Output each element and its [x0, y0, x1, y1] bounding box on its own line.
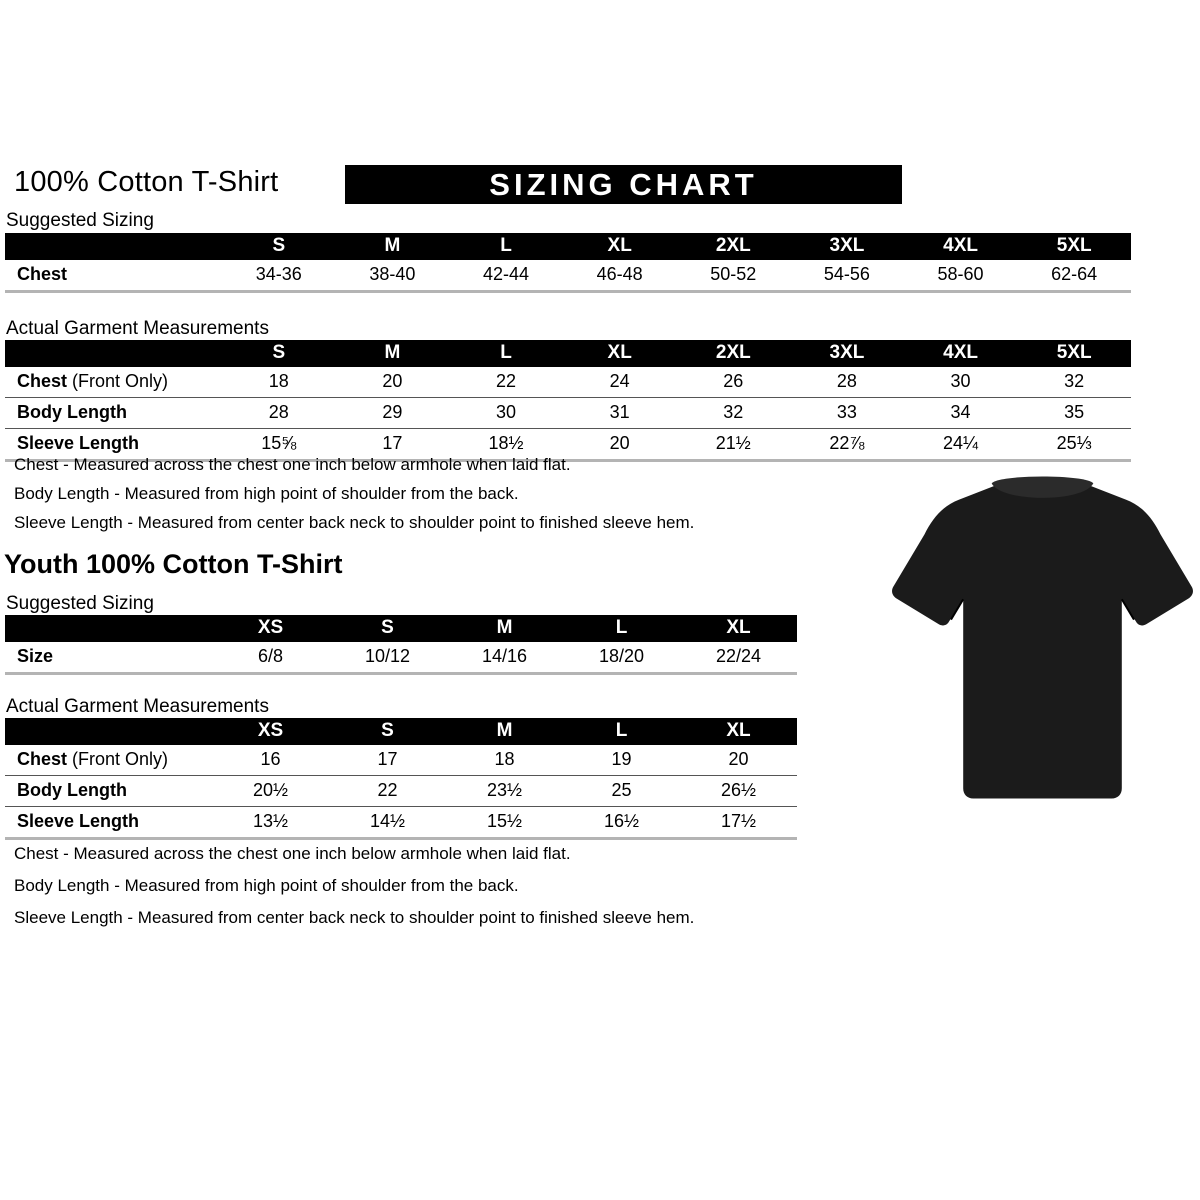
size-value-cell: 35	[1017, 398, 1131, 429]
adult-suggested-sizing-table	[5, 233, 1131, 293]
row-label-header	[5, 233, 222, 260]
size-value-cell: 22	[449, 367, 563, 398]
size-column-header: XL	[680, 615, 797, 642]
note-body-length: Body Length - Measured from high point of shoulder from the back.	[14, 484, 519, 503]
size-value-cell: 14/16	[446, 642, 563, 674]
size-value-cell: 38-40	[336, 260, 450, 292]
size-value-cell: 31	[563, 398, 677, 429]
adult-suggested-sizing-label: Suggested Sizing	[6, 210, 154, 231]
size-column-header: S	[329, 615, 446, 642]
size-value-cell: 16	[212, 745, 329, 776]
table-row	[5, 776, 797, 807]
size-column-header: XL	[680, 718, 797, 745]
adult-actual-measurements-table	[5, 340, 1131, 462]
size-value-cell: 6/8	[212, 642, 329, 674]
adult-actual-measurements-label: Actual Garment Measurements	[6, 318, 269, 339]
size-column-header: M	[336, 340, 450, 367]
size-value-cell: 32	[1017, 367, 1131, 398]
size-value-cell: 18/20	[563, 642, 680, 674]
size-value-cell: 18	[222, 367, 336, 398]
row-label-header	[5, 718, 212, 745]
adult-product-title: 100% Cotton T-Shirt	[14, 166, 279, 198]
size-value-cell: 20	[336, 367, 450, 398]
size-value-cell: 26	[677, 367, 791, 398]
size-value-cell: 50-52	[677, 260, 791, 292]
size-value-cell: 16½	[563, 807, 680, 839]
size-column-header: 4XL	[904, 233, 1018, 260]
size-column-header: XS	[212, 718, 329, 745]
size-column-header: M	[336, 233, 450, 260]
size-column-header: 5XL	[1017, 340, 1131, 367]
note-sleeve-length: Sleeve Length - Measured from center back neck to shoulder point to finished sleeve hem.	[14, 513, 695, 532]
size-value-cell: 20	[680, 745, 797, 776]
size-value-cell: 28	[222, 398, 336, 429]
size-value-cell: 14½	[329, 807, 446, 839]
size-value-cell: 23½	[446, 776, 563, 807]
size-value-cell: 15⅝	[222, 429, 336, 461]
size-column-header: 4XL	[904, 340, 1018, 367]
size-column-header: XL	[563, 340, 677, 367]
row-label: Size	[5, 642, 212, 674]
size-value-cell: 32	[677, 398, 791, 429]
size-column-header: L	[449, 233, 563, 260]
size-value-cell: 62-64	[1017, 260, 1131, 292]
sizing-chart-banner: SIZING CHART	[345, 165, 902, 204]
size-value-cell: 13½	[212, 807, 329, 839]
note-sleeve-length: Sleeve Length - Measured from center back neck to shoulder point to finished sleeve hem.	[14, 908, 695, 927]
size-value-cell: 58-60	[904, 260, 1018, 292]
note-body-length: Body Length - Measured from high point of shoulder from the back.	[14, 876, 519, 895]
size-column-header: 2XL	[677, 340, 791, 367]
size-value-cell: 17	[336, 429, 450, 461]
row-label: Chest (Front Only)	[5, 745, 212, 776]
size-value-cell: 20½	[212, 776, 329, 807]
size-value-cell: 22/24	[680, 642, 797, 674]
youth-measurement-notes	[14, 843, 694, 939]
table-row	[5, 260, 1131, 292]
size-value-cell: 15½	[446, 807, 563, 839]
size-column-header: 3XL	[790, 340, 904, 367]
row-label-header	[5, 340, 222, 367]
size-value-cell: 29	[336, 398, 450, 429]
size-value-cell: 19	[563, 745, 680, 776]
size-column-header: L	[449, 340, 563, 367]
size-column-header: XL	[563, 233, 677, 260]
size-column-header: 2XL	[677, 233, 791, 260]
youth-actual-measurements-label: Actual Garment Measurements	[6, 696, 269, 717]
size-value-cell: 26½	[680, 776, 797, 807]
row-label: Sleeve Length	[5, 807, 212, 839]
size-value-cell: 34	[904, 398, 1018, 429]
size-column-header: XS	[212, 615, 329, 642]
black-tshirt-image	[890, 468, 1195, 820]
size-column-header: M	[446, 718, 563, 745]
table-row	[5, 745, 797, 776]
size-value-cell: 18	[446, 745, 563, 776]
youth-suggested-sizing-table	[5, 615, 797, 675]
size-column-header: 5XL	[1017, 233, 1131, 260]
youth-actual-measurements-table	[5, 718, 797, 840]
note-chest: Chest - Measured across the chest one inch below armhole when laid flat.	[14, 455, 571, 474]
size-value-cell: 30	[449, 398, 563, 429]
row-label: Body Length	[5, 776, 212, 807]
size-value-cell: 54-56	[790, 260, 904, 292]
row-label: Chest (Front Only)	[5, 367, 222, 398]
size-value-cell: 24	[563, 367, 677, 398]
size-column-header: L	[563, 615, 680, 642]
note-chest: Chest - Measured across the chest one inch below armhole when laid flat.	[14, 844, 571, 863]
size-value-cell: 17½	[680, 807, 797, 839]
size-value-cell: 25⅓	[1017, 429, 1131, 461]
row-label: Sleeve Length	[5, 429, 222, 461]
size-value-cell: 21½	[677, 429, 791, 461]
table-row	[5, 398, 1131, 429]
youth-suggested-sizing-label: Suggested Sizing	[6, 593, 154, 614]
size-value-cell: 34-36	[222, 260, 336, 292]
size-column-header: S	[222, 340, 336, 367]
size-value-cell: 46-48	[563, 260, 677, 292]
size-column-header: M	[446, 615, 563, 642]
size-value-cell: 22	[329, 776, 446, 807]
size-value-cell: 10/12	[329, 642, 446, 674]
table-row	[5, 642, 797, 674]
size-value-cell: 24¼	[904, 429, 1018, 461]
row-label: Chest	[5, 260, 222, 292]
row-label: Body Length	[5, 398, 222, 429]
row-label-header	[5, 615, 212, 642]
table-row	[5, 807, 797, 839]
size-value-cell: 42-44	[449, 260, 563, 292]
size-column-header: L	[563, 718, 680, 745]
size-column-header: S	[329, 718, 446, 745]
size-column-header: 3XL	[790, 233, 904, 260]
tshirt-body	[892, 485, 1193, 798]
size-value-cell: 30	[904, 367, 1018, 398]
size-value-cell: 17	[329, 745, 446, 776]
table-row	[5, 367, 1131, 398]
size-value-cell: 28	[790, 367, 904, 398]
size-value-cell: 22⅞	[790, 429, 904, 461]
youth-product-title: Youth 100% Cotton T-Shirt	[4, 549, 343, 579]
size-value-cell: 20	[563, 429, 677, 461]
size-value-cell: 25	[563, 776, 680, 807]
size-column-header: S	[222, 233, 336, 260]
size-value-cell: 18½	[449, 429, 563, 461]
size-value-cell: 33	[790, 398, 904, 429]
adult-measurement-notes	[14, 454, 694, 541]
